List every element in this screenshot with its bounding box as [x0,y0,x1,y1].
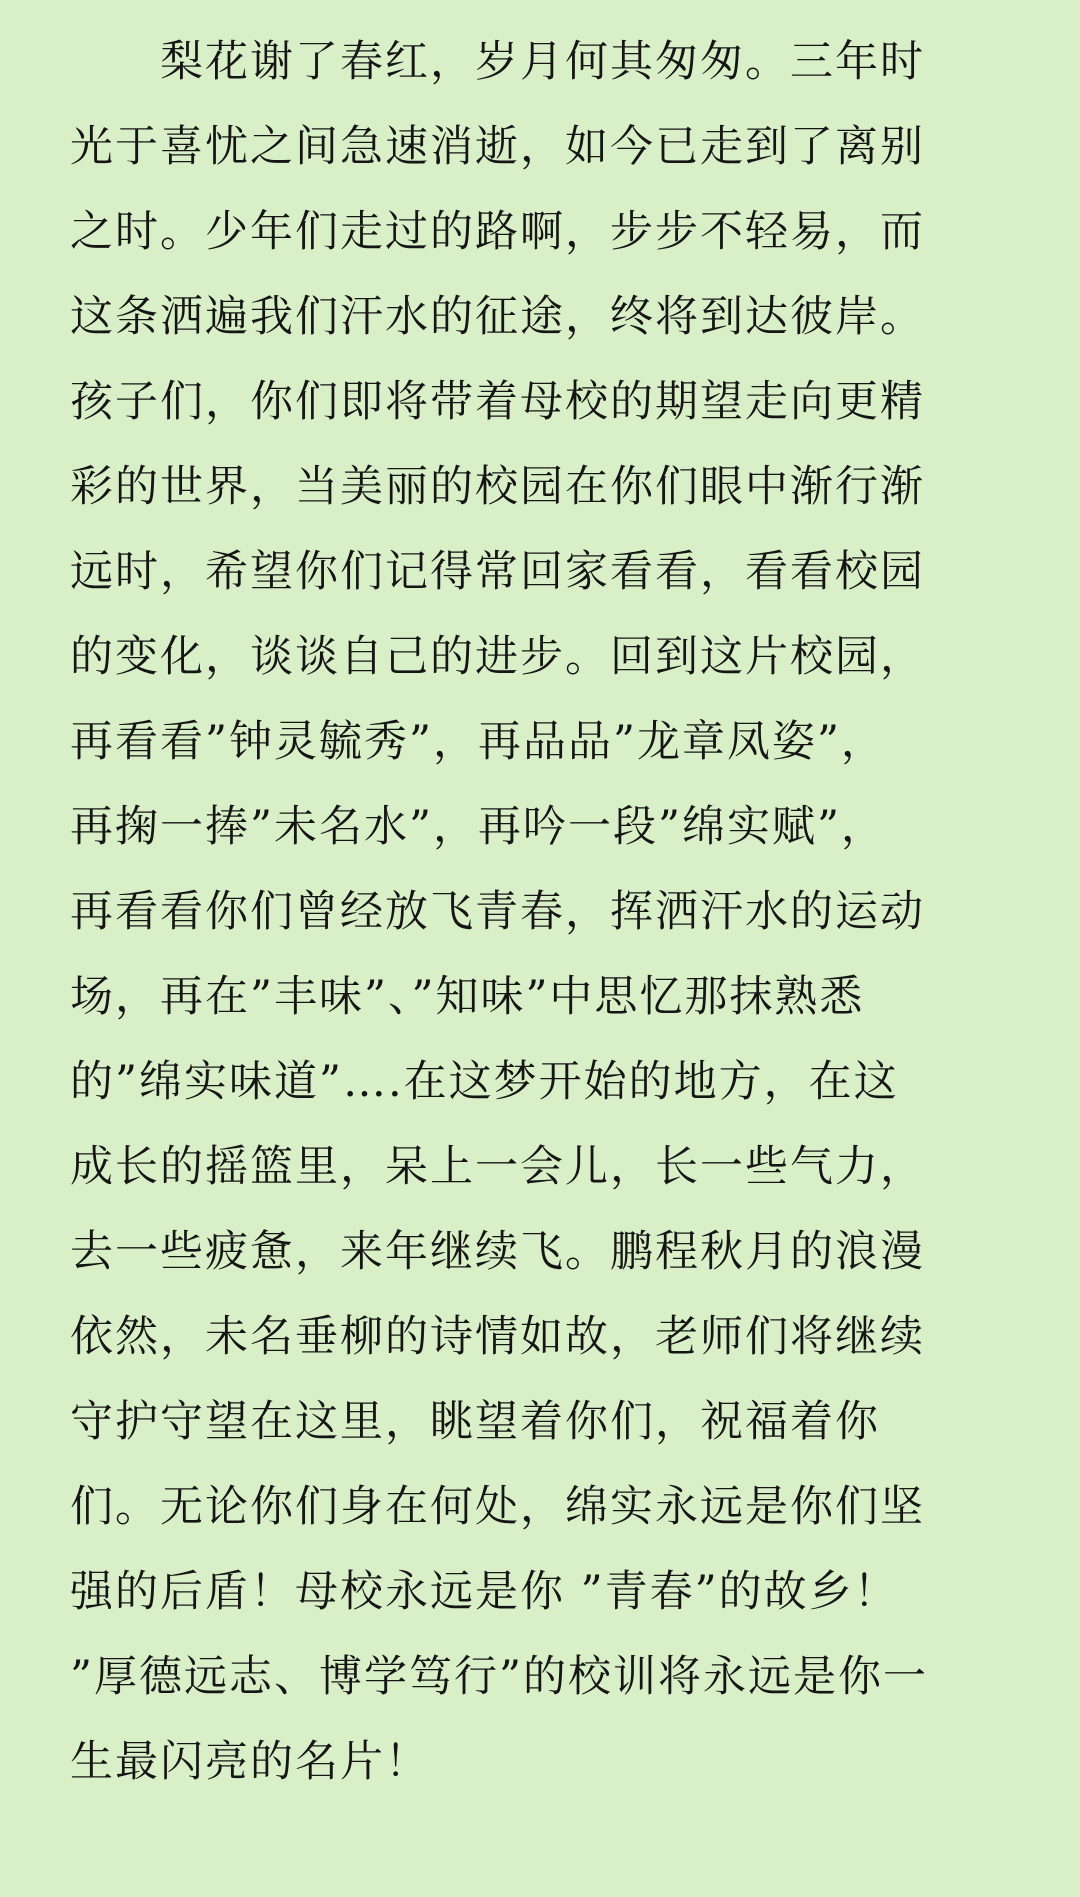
text-line-16: 依然，未名垂柳的诗情如故，老师们将继续 [70,1312,925,1362]
text-line-5: 孩子们，你们即将带着母校的期望走向更精 [70,377,925,427]
text-line-13: 的”绵实味道”….在这梦开始的地方，在这 [70,1057,899,1107]
text-line-2: 光于喜忧之间急速消逝，如今已走到了离别 [70,122,925,172]
text-line-10: 再掬一捧”未名水”，再吟一段”绵实赋”， [70,802,886,852]
text-line-9: 再看看”钟灵毓秀”，再品品”龙章凤姿”， [70,717,886,767]
article-body [70,20,1020,1805]
text-line-19: 强的后盾！母校永远是你 ”青春”的故乡！ [70,1567,899,1617]
text-line-17: 守护守望在这里，眺望着你们，祝福着你 [70,1397,880,1447]
text-line-21: 生最闪亮的名片！ [70,1737,430,1787]
text-line-20: ”厚德远志、博学笃行”的校训将永远是你一 [70,1652,928,1702]
text-line-18: 们。无论你们身在何处，绵实永远是你们坚 [70,1482,925,1532]
text-line-3: 之时。少年们走过的路啊，步步不轻易，而 [70,207,925,257]
text-line-6: 彩的世界，当美丽的校园在你们眼中渐行渐 [70,462,925,512]
text-line-1: 梨花谢了春红，岁月何其匆匆。三年时 [70,37,925,87]
text-line-7: 远时，希望你们记得常回家看看，看看校园 [70,547,925,597]
text-line-4: 这条洒遍我们汗水的征途，终将到达彼岸。 [70,292,925,342]
text-line-11: 再看看你们曾经放飞青春，挥洒汗水的运动 [70,887,925,937]
text-line-12: 场，再在”丰味”、”知味”中思忆那抹熟悉 [70,972,865,1022]
text-line-14: 成长的摇篮里，呆上一会儿，长一些气力， [70,1142,925,1192]
text-line-8: 的变化，谈谈自己的进步。回到这片校园， [70,632,925,682]
text-line-15: 去一些疲惫，来年继续飞。鹏程秋月的浪漫 [70,1227,925,1277]
